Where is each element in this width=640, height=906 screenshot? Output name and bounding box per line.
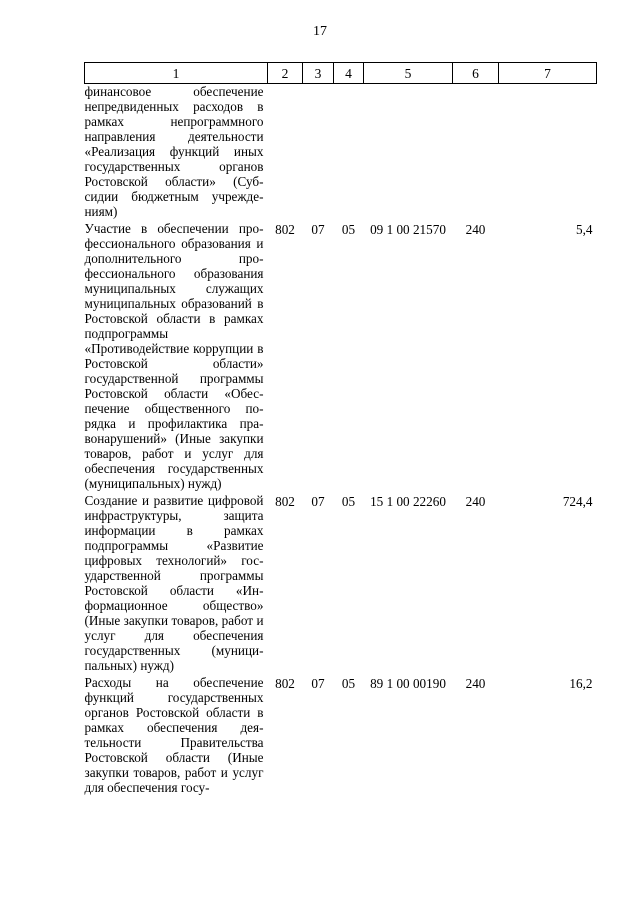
row-rz: 07 xyxy=(311,494,325,509)
budget-table xyxy=(84,62,597,795)
row-ved: 802 xyxy=(275,222,295,237)
row-csr: 09 1 00 21570 xyxy=(370,222,446,237)
table-row xyxy=(85,493,597,673)
row-rz: 07 xyxy=(311,222,325,237)
row-amount: 16,2 xyxy=(569,676,593,691)
row-name: Участие в обеспечении профессионального образования и дополнительного профессионального образования муниципальных служащих муниципальных образований в Ростовской области в рамках подпрограммы «Противодействие коррупции в Ростовской области» государственной программы Ростовской области «Обеспечение общественного порядка и профилактика правонарушений» (Иные закупки товаров, работ и услуг для обеспечения государственных (муниципальных) нужд) xyxy=(84,221,264,491)
header-col-7: 7 xyxy=(499,63,597,84)
row-vr: 240 xyxy=(465,676,486,691)
row-amount: 5,4 xyxy=(576,222,593,237)
row-csr: 89 1 00 00190 xyxy=(370,676,446,691)
row-name: финансовое обеспечение непредвиденных расходов в рамках непрограммного направления деятельности «Реализация функций иных государственных органов Ростовской области» (Субсидии бюджетным учреждениям) xyxy=(84,84,264,219)
row-pr: 05 xyxy=(341,494,356,509)
table-row xyxy=(85,221,597,491)
row-ved xyxy=(268,84,303,220)
row-ved: 802 xyxy=(275,494,295,509)
row-vr: 240 xyxy=(465,222,486,237)
row-pr xyxy=(334,84,364,220)
row-ved: 802 xyxy=(275,676,295,691)
row-rz: 07 xyxy=(311,676,325,691)
row-amount: 724,4 xyxy=(562,494,593,509)
row-csr: 15 1 00 22260 xyxy=(370,494,446,509)
row-rz xyxy=(303,84,334,220)
table-row xyxy=(85,84,597,220)
header-col-3: 3 xyxy=(303,63,334,84)
row-pr: 05 xyxy=(341,222,356,237)
header-col-2: 2 xyxy=(268,63,303,84)
header-col-4: 4 xyxy=(334,63,364,84)
row-name: Создание и развитие цифровой инфраструктуры, защита информации в рамках подпрограммы «Развитие цифровых технологий» государственной программы Ростовской области «Информационное общество» (Иные закупки товаров, работ и услуг для обеспечения государственных (муниципальных) нужд) xyxy=(84,493,264,673)
header-col-1: 1 xyxy=(85,63,268,84)
row-vr: 240 xyxy=(465,494,486,509)
row-name: Расходы на обеспечение функций государственных органов Ростовской области в рамках обеспечения деятельности Правительства Ростовской области (Иные закупки товаров, работ и услуг для обеспечения госу- xyxy=(84,675,264,795)
row-amount xyxy=(499,84,597,220)
row-csr xyxy=(364,84,453,220)
page-number: 17 xyxy=(313,24,327,39)
row-vr xyxy=(453,84,499,220)
row-pr: 05 xyxy=(341,676,356,691)
header-col-5: 5 xyxy=(364,63,453,84)
header-row xyxy=(85,63,597,84)
table-row xyxy=(85,675,597,795)
header-col-6: 6 xyxy=(453,63,499,84)
